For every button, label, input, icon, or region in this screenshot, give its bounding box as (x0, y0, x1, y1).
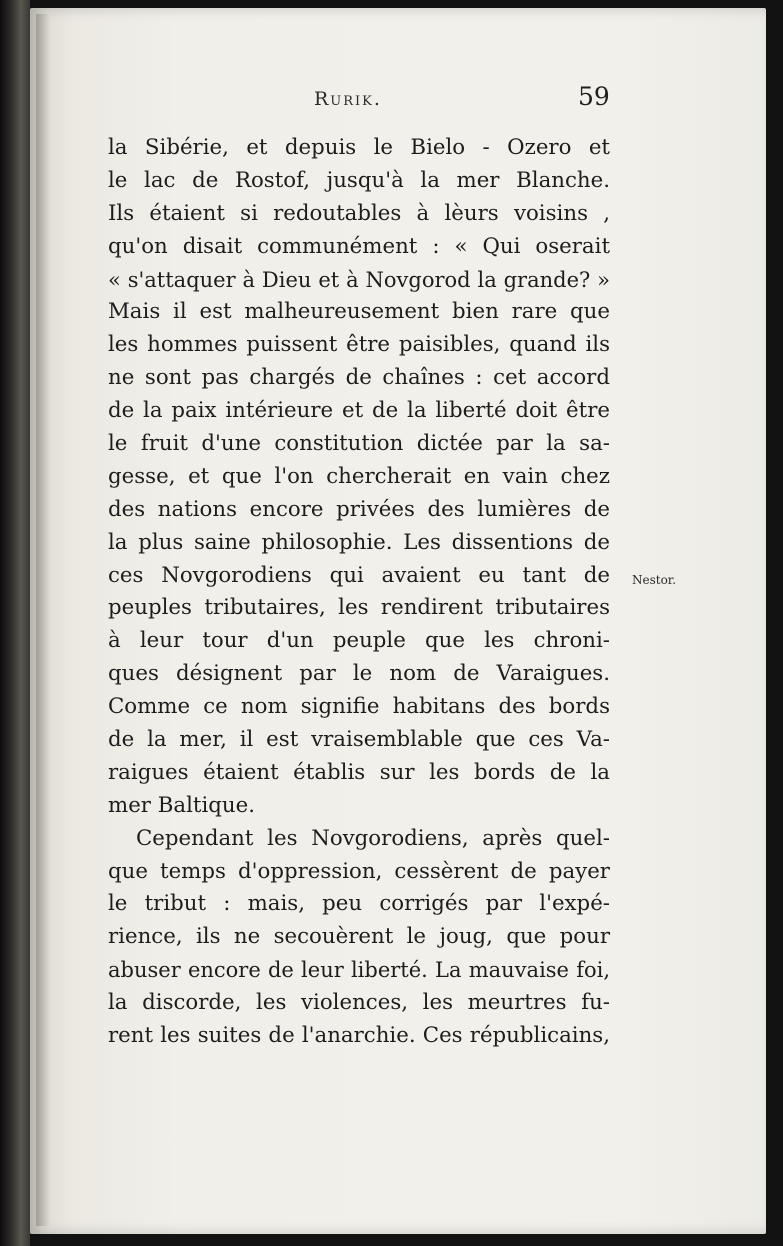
text-line: Ils étaient si redoutables à lèurs voisins , (108, 200, 610, 226)
text-line: la plus saine philosophie. Les dissentions de (108, 529, 610, 555)
margin-note: Nestor. (632, 573, 677, 587)
text-line: que temps d'oppression, cessèrent de payer (108, 858, 610, 884)
text-line: ne sont pas chargés de chaînes : cet accord (108, 365, 610, 391)
body-text (108, 132, 610, 1053)
text-line: de la paix intérieure et de la liberté doit être (108, 398, 610, 424)
text-line: rience, ils ne secouèrent le joug, que pour (108, 924, 610, 950)
text-line: « s'attaquer à Dieu et à Novgorod la grande? » (108, 267, 610, 292)
text-line: de la mer, il est vraisemblable que ces Va- (108, 727, 610, 753)
text-line: à leur tour d'un peuple que les chroni- (108, 628, 610, 654)
text-line: peuples tributaires, les rendirent tributaires (108, 595, 610, 621)
text-line: la discorde, les violences, les meurtres fu- (108, 990, 610, 1016)
page-header (0, 82, 783, 122)
text-line: ques désignent par le nom de Varaigues. (108, 661, 610, 687)
text-line: les hommes puissent être paisibles, quand ils (108, 332, 610, 358)
running-head: Rurik. (314, 88, 382, 110)
text-line: raigues étaient établis sur les bords de la (108, 759, 610, 785)
text-line: rent les suites de l'anarchie. Ces républicains, (108, 1023, 610, 1049)
page-shadow (36, 14, 50, 1226)
text-line: des nations encore privées des lumières de (108, 496, 610, 522)
text-line: Comme ce nom signifie habitans des bords (108, 694, 610, 720)
text-line: qu'on disait communément : « Qui oserait (108, 233, 610, 259)
text-line: le fruit d'une constitution dictée par la sa- (108, 431, 610, 457)
text-line: Mais il est malheureusement bien rare que (108, 299, 610, 325)
text-line: la Sibérie, et depuis le Bielo - Ozero et (108, 135, 610, 160)
text-line: abuser encore de leur liberté. La mauvaise foi, (108, 958, 610, 983)
text-line: mer Baltique. (108, 792, 255, 818)
text-line: Cependant les Novgorodiens, après quel- (136, 825, 610, 851)
text-line: le lac de Rostof, jusqu'à la mer Blanche. (108, 167, 610, 193)
book-gutter (0, 0, 30, 1246)
text-line: ces Novgorodiens qui avaient eu tant de (108, 562, 610, 588)
page-number: 59 (578, 82, 610, 111)
text-line: gesse, et que l'on chercherait en vain chez (108, 463, 610, 489)
text-line: le tribut : mais, peu corrigés par l'expé- (108, 891, 610, 917)
